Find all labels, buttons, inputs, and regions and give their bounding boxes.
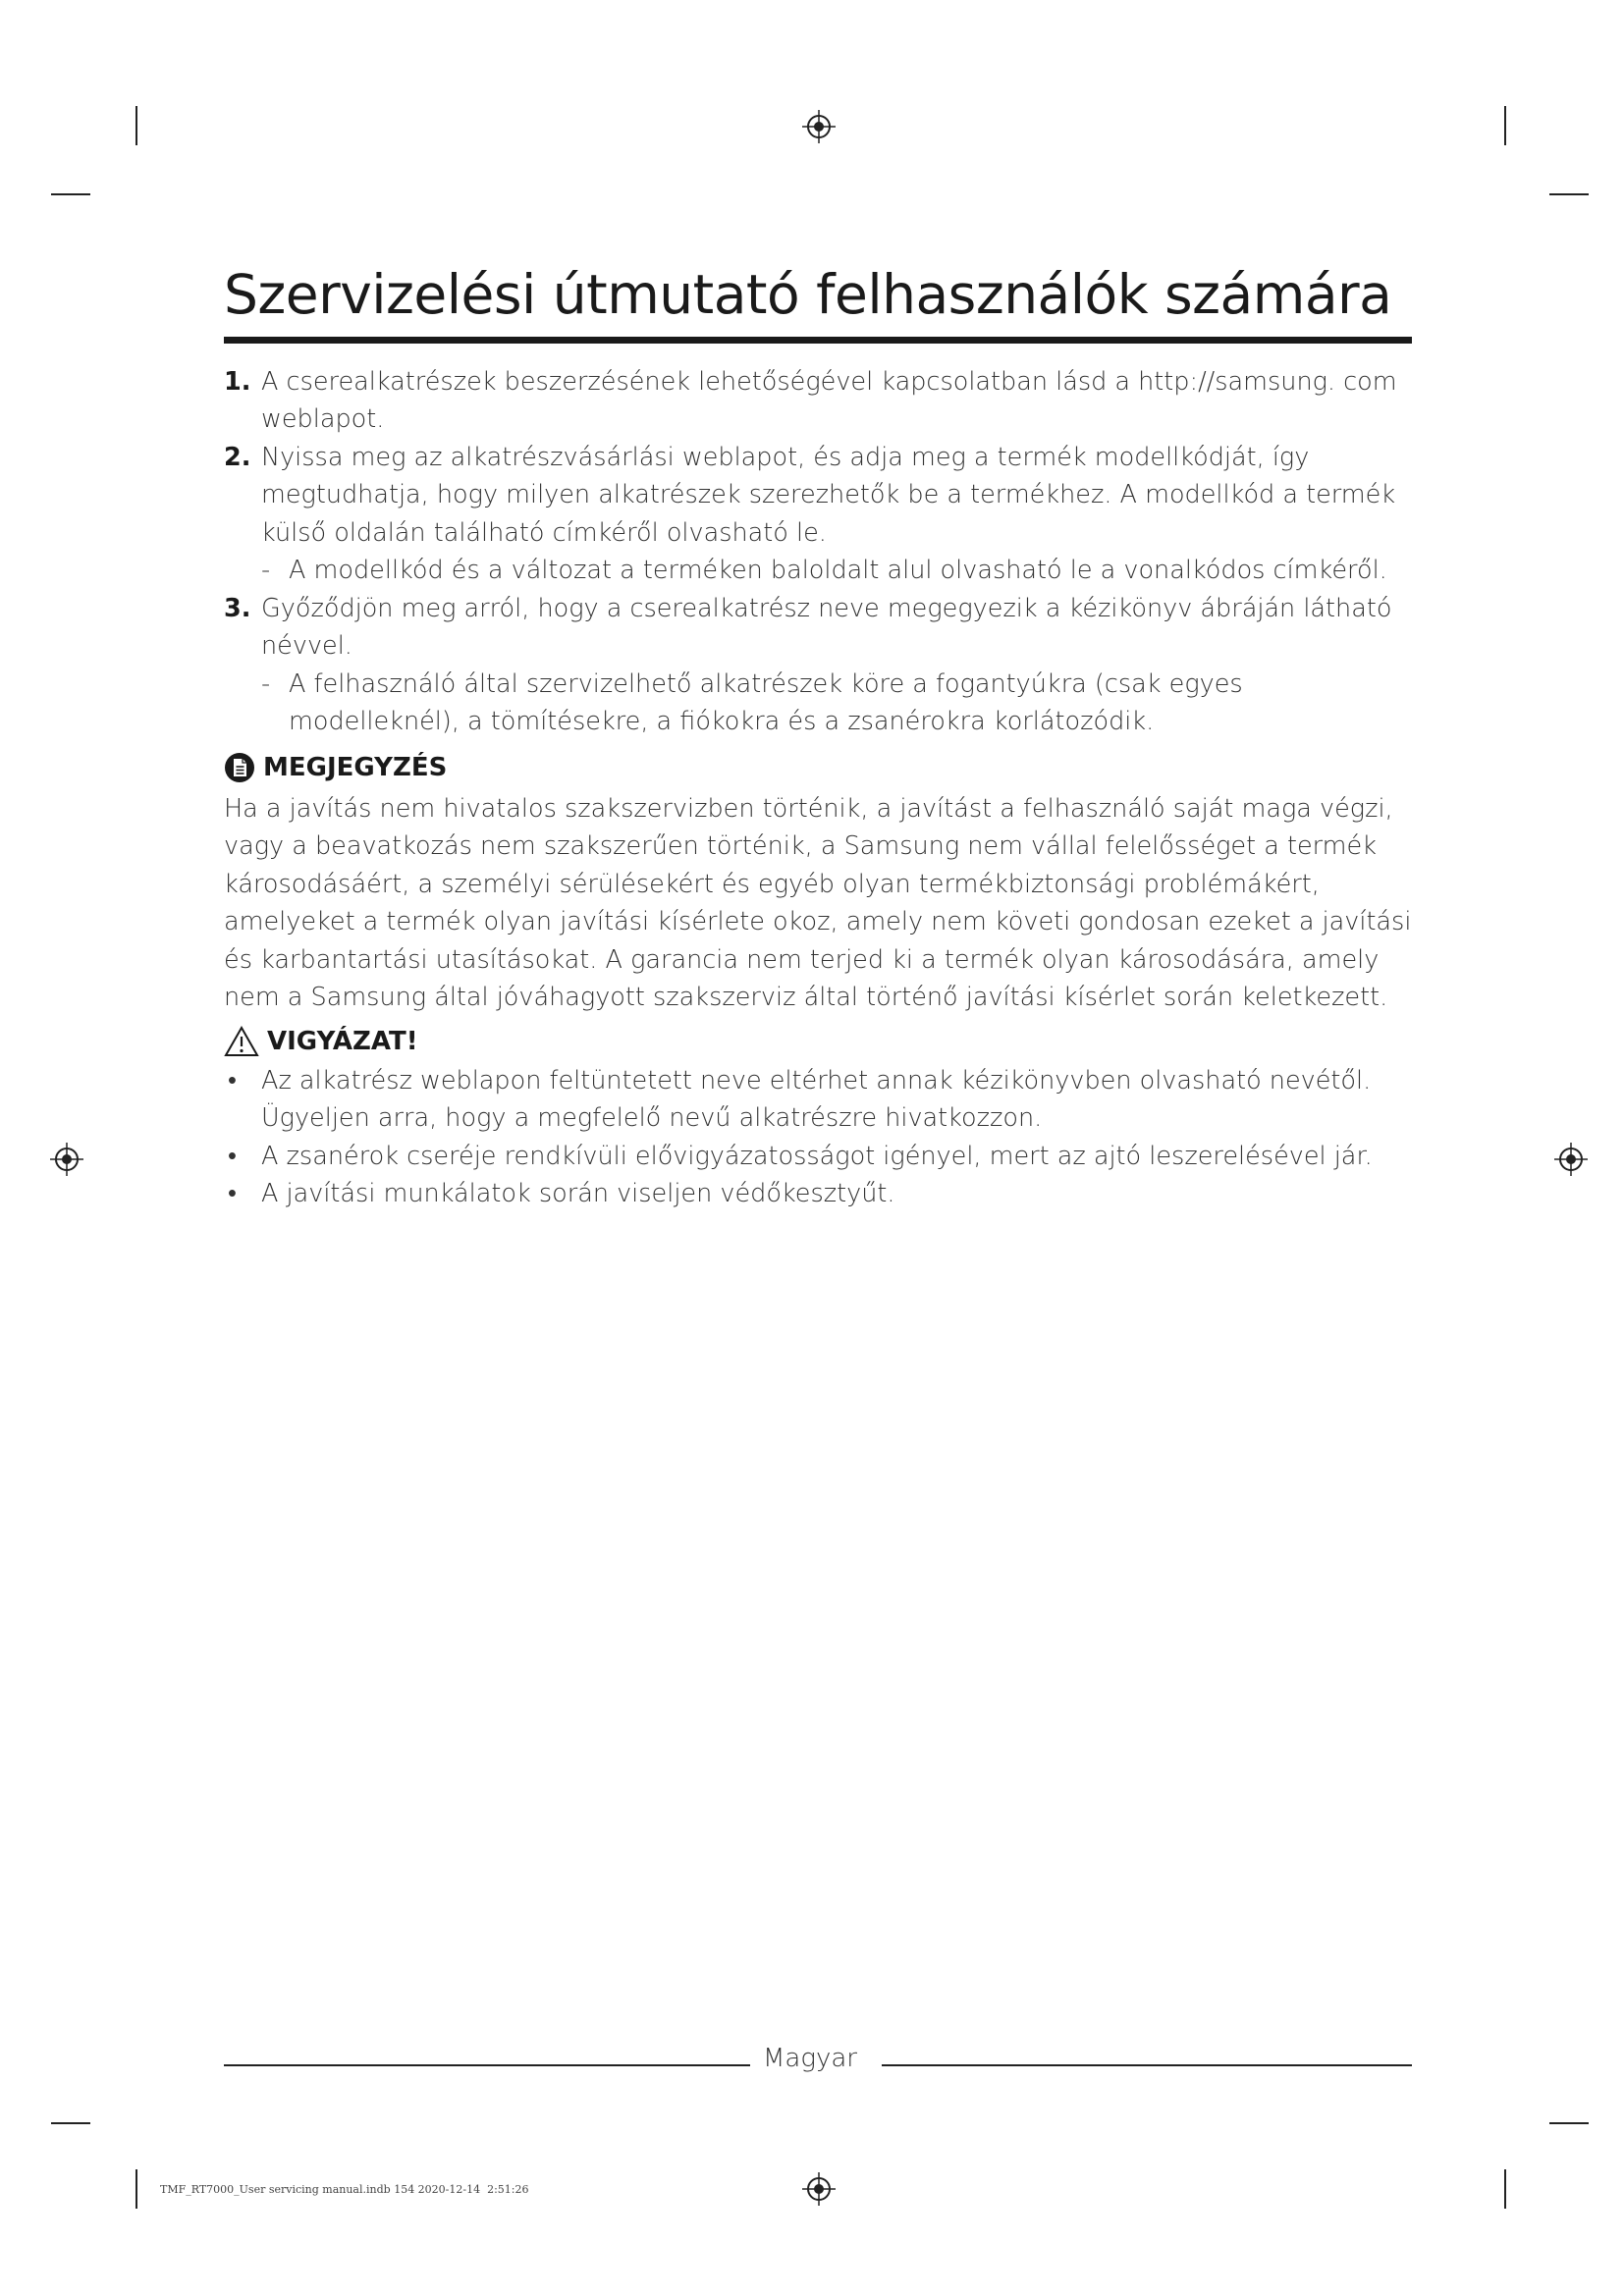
step-number: 2. (224, 442, 251, 472)
crop-mark (135, 106, 137, 145)
footer-language: Magyar (763, 2044, 857, 2073)
note-body: Ha a javítás nem hivatalos szakszervizben történik, a javítást a felhasználó saját maga végzi, vagy a beavatkozás nem szakszerűen történik, a Samsung nem vállal felelősséget a termék károsodásáért, a személyi sérülésekért és egyéb olyan termékbiztonsági problémákért, amelyeket a termék olyan javítási kísérlete okoz, amely nem követi gondosan ezeket a javítási és karbantartási utasításokat. A garancia nem terjed ki a termék olyan károsodására, amely nem a Samsung által jóváhagyott szakszerviz által történő javítási kísérlet során keletkezett. (224, 793, 1412, 1012)
page-title: Szervizelési útmutató felhasználók számára (224, 263, 1392, 326)
registration-mark-icon (801, 109, 837, 144)
caution-list (224, 1062, 1412, 1213)
note-heading (224, 747, 1412, 788)
step-text: Győződjön meg arról, hogy a cserealkatrész neve megegyezik a kézikönyv ábráján látható névvel. (261, 593, 1392, 661)
crop-mark (1549, 193, 1589, 195)
crop-mark (51, 2122, 90, 2124)
step-number: 1. (224, 366, 251, 397)
step-text: Nyissa meg az alkatrészvásárlási weblapot, és adja meg a termék modellkódját, így megtudhatja, hogy milyen alkatrészek szerezhetők be a termékhez. A modellkód a termék külső oldalán található címkéről olvasható le. (261, 442, 1396, 548)
caution-item-text: A zsanérok cseréje rendkívüli elővigyázatosságot igényel, mert az ajtó leszerelésével jár. (261, 1141, 1373, 1171)
bullet-marker: • (228, 1179, 237, 1208)
caution-heading (224, 1021, 1412, 1062)
step-number: 3. (224, 593, 251, 623)
dash-marker: - (261, 668, 271, 699)
caution-item (224, 1138, 1412, 1176)
page-content (224, 265, 1412, 1213)
note-icon (224, 752, 255, 783)
step-item (224, 363, 1412, 439)
registration-mark-icon (801, 2171, 837, 2207)
crop-mark (1504, 106, 1506, 145)
step-subitem-text: A felhasználó által szervizelhető alkatrészek köre a fogantyúkra (csak egyes modelleknél), a tömítésekre, a fiókokra és a zsanérokra korlátozódik. (289, 668, 1243, 736)
step-text: A cserealkatrészek beszerzésének lehetőségével kapcsolatban lásd a http://samsung. com weblapot. (261, 366, 1397, 434)
bullet-marker: • (228, 1141, 237, 1171)
bullet-marker: • (228, 1065, 237, 1095)
caution-item-text: Az alkatrész weblapon feltüntetett neve eltérhet annak kézikönyvben olvasható nevétől. Ügyeljen arra, hogy a megfelelő nevű alkatrészre hivatkozzon. (261, 1065, 1372, 1133)
step-item (224, 590, 1412, 741)
step-subitem-text: A modellkód és a változat a terméken baloldalt alul olvasható le a vonalkódos címkéről. (289, 556, 1387, 585)
print-slug: TMF_RT7000_User servicing manual.indb 154 2020-12-14 ￼ 2:51:26 (160, 2183, 529, 2196)
note-heading-text: MEGJEGYZÉS (263, 752, 448, 782)
step-subitem (224, 666, 1412, 741)
footer-rule-right (882, 2064, 1412, 2066)
step-item (224, 439, 1412, 590)
crop-mark (1549, 2122, 1589, 2124)
caution-item (224, 1175, 1412, 1213)
registration-mark-icon (1553, 1142, 1589, 1177)
warning-triangle-icon (224, 1026, 259, 1057)
steps-list (224, 363, 1412, 741)
caution-item-text: A javítási munkálatok során viseljen védőkesztyűt. (261, 1179, 895, 1208)
title-rule (224, 337, 1412, 344)
caution-item (224, 1062, 1412, 1138)
caution-heading-text: VIGYÁZAT! (267, 1026, 418, 1056)
step-subitem (224, 552, 1412, 590)
crop-mark (135, 2169, 137, 2209)
dash-marker: - (261, 556, 271, 585)
footer-rule-left (224, 2064, 750, 2066)
crop-mark (1504, 2169, 1506, 2209)
crop-mark (51, 193, 90, 195)
registration-mark-icon (49, 1142, 84, 1177)
